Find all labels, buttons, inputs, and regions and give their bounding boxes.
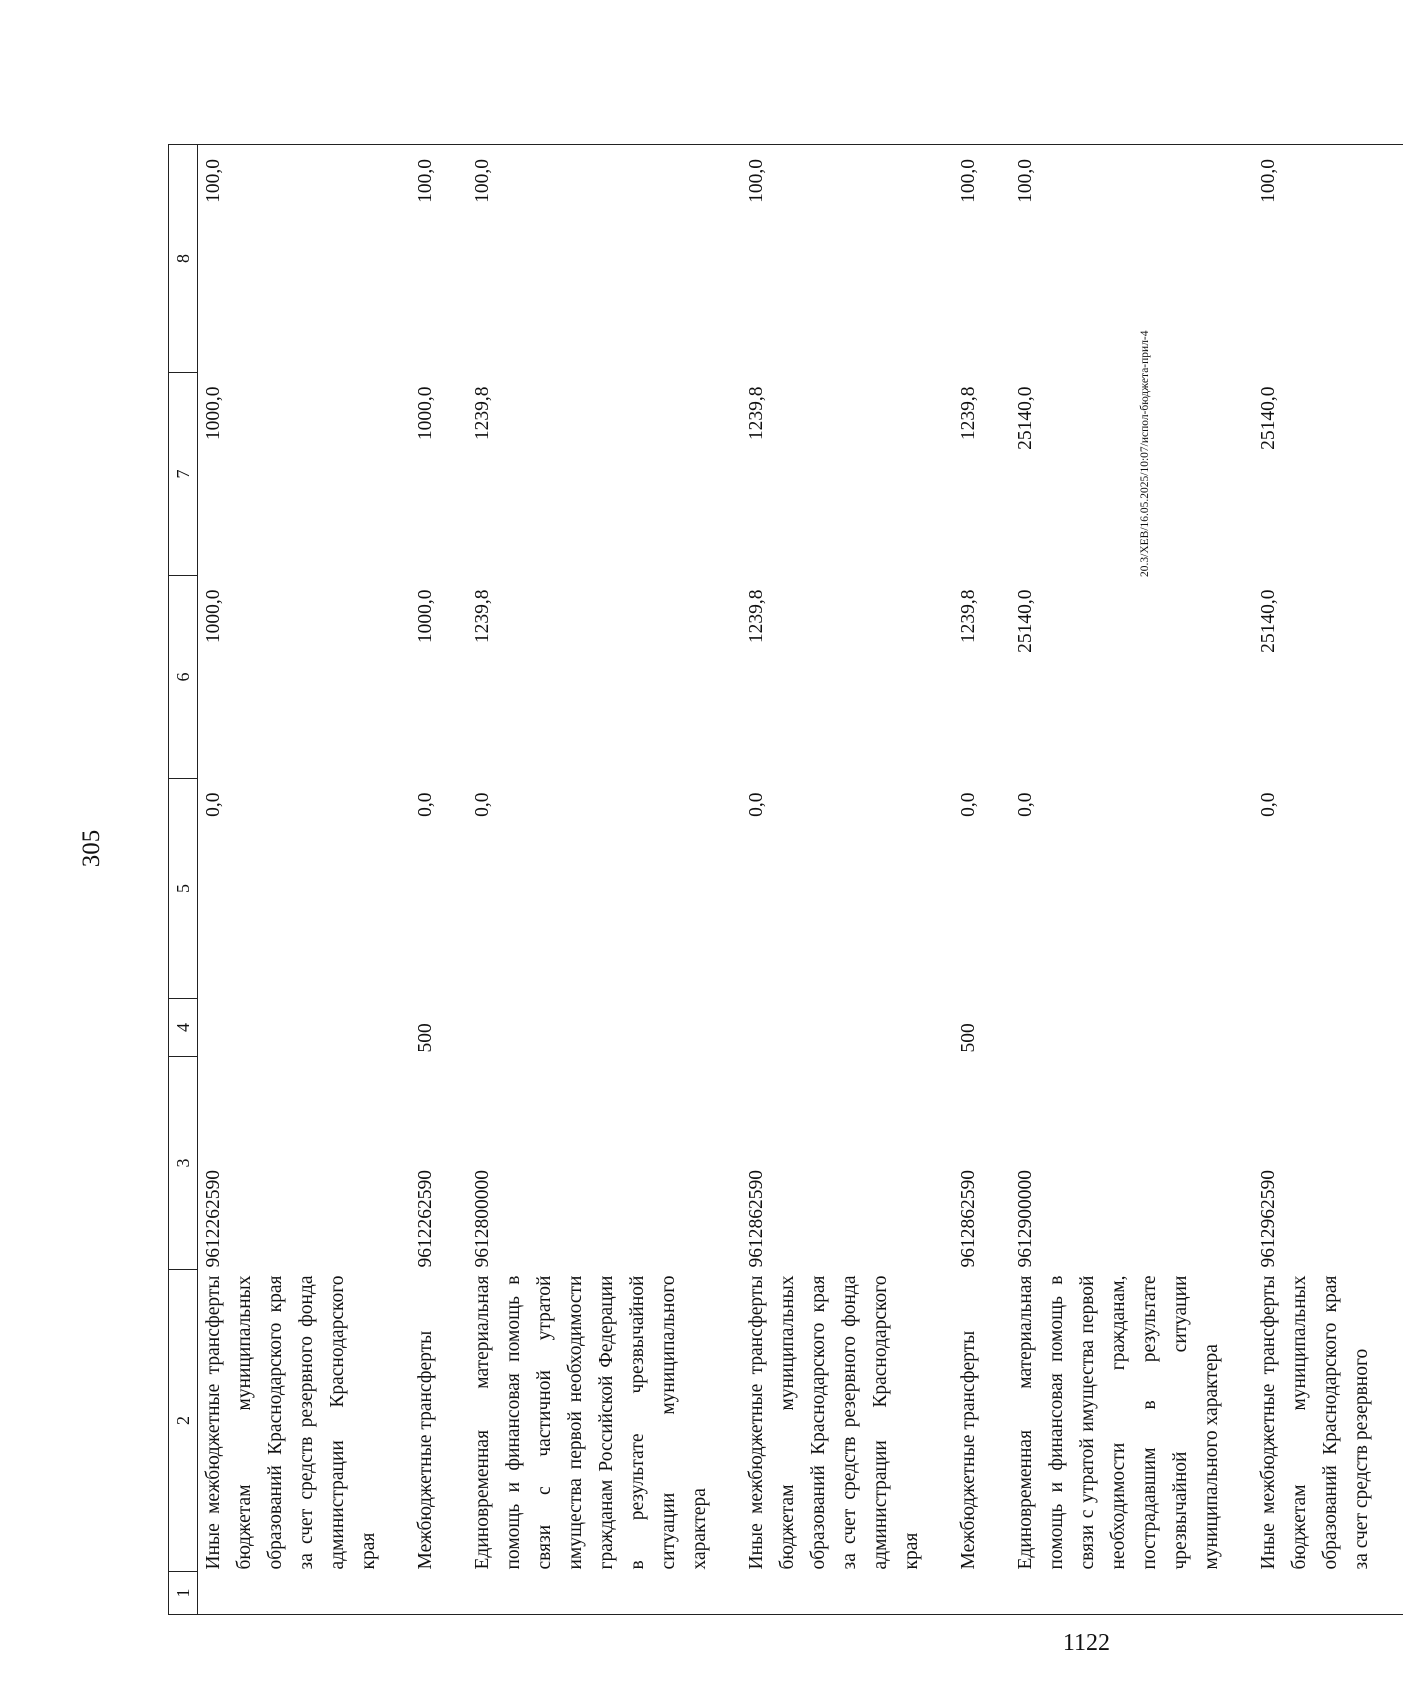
cell-col6: 25140,0 [1258, 589, 1279, 653]
table-row [953, 145, 1010, 1615]
cell-col8: 100,0 [410, 145, 467, 373]
cell-col7: 1000,0 [203, 386, 224, 441]
header-col-4: 4 [169, 999, 198, 1057]
header-col-8: 8 [169, 145, 198, 373]
cell-type [467, 999, 741, 1057]
cell-col7: 25140,0 [1258, 386, 1279, 450]
header-col-6: 6 [169, 576, 198, 779]
cell-index [741, 1572, 953, 1615]
cell-col7: 1239,8 [958, 386, 979, 441]
cell-col5: 0,0 [1258, 792, 1279, 817]
cell-col6: 25140,0 [1015, 589, 1036, 653]
table-row [467, 145, 741, 1615]
cell-col5: 0,0 [746, 792, 767, 817]
cell-type [741, 999, 953, 1057]
cell-name: Иные межбюджетные трансферты бюджетам муниципальных образований Краснодарского края за счет средств резервного [1258, 1275, 1372, 1570]
cell-type [1010, 999, 1253, 1057]
budget-table [168, 144, 1403, 1615]
cell-index [198, 1572, 411, 1615]
cell-index [953, 1572, 1010, 1615]
cell-col5: 0,0 [203, 792, 224, 817]
cell-col7: 25140,0 [1015, 386, 1036, 450]
cell-type: 500 [415, 1023, 436, 1053]
cell-code: 9612900000 [1015, 1170, 1036, 1268]
table-row [410, 145, 467, 1615]
cell-code: 9612962590 [1258, 1170, 1279, 1268]
header-col-7: 7 [169, 373, 198, 576]
cell-name: Единовременная материальная помощь и финансовая помощь в связи с утратой имущества первой необходимости гражданам, пострадавшим в результате чрезвычайной ситуации муниципального характера [1015, 1275, 1222, 1570]
cell-col8: 100,0 [198, 145, 411, 373]
cell-col5: 0,0 [1015, 792, 1036, 817]
table-header [169, 145, 198, 1615]
cell-col6: 1239,8 [958, 589, 979, 644]
cell-col6: 1000,0 [415, 589, 436, 644]
cell-index [1010, 1572, 1253, 1615]
cell-col5: 0,0 [415, 792, 436, 817]
cell-code: 9612800000 [472, 1170, 493, 1268]
cell-col7: 1239,8 [472, 386, 493, 441]
cell-code: 9612862590 [958, 1170, 979, 1268]
page-number: 305 [78, 829, 105, 868]
table-row [741, 145, 953, 1615]
cell-index [467, 1572, 741, 1615]
cell-type [1253, 999, 1403, 1057]
cell-col8: 100,0 [1010, 145, 1253, 373]
table-row [1010, 145, 1253, 1615]
header-col-2: 2 [169, 1270, 198, 1572]
cell-col6: 1239,8 [746, 589, 767, 644]
cell-col8: 100,0 [953, 145, 1010, 373]
cell-col7: 1000,0 [415, 386, 436, 441]
header-row [169, 145, 198, 1615]
header-col-1: 1 [169, 1572, 198, 1615]
cell-col8: 100,0 [1253, 145, 1403, 373]
cell-col8: 100,0 [741, 145, 953, 373]
cell-index [410, 1572, 467, 1615]
cell-col5: 0,0 [472, 792, 493, 817]
cell-col8: 100,0 [467, 145, 741, 373]
table-row [198, 145, 411, 1615]
cell-col5: 0,0 [958, 792, 979, 817]
header-col-3: 3 [169, 1057, 198, 1270]
cell-col6: 1239,8 [472, 589, 493, 644]
cell-name: Межбюджетные трансферты [958, 1330, 979, 1570]
table-row [1253, 145, 1403, 1615]
sheet-number: 1122 [1062, 1630, 1110, 1656]
table-body [198, 145, 1403, 1615]
cell-type [198, 999, 411, 1057]
cell-col6: 1000,0 [203, 589, 224, 644]
cell-code: 9612262590 [203, 1170, 224, 1268]
cell-name: Единовременная материальная помощь и финансовая помощь в связи с частичной утратой имущества первой необходимости гражданам Российской Федерации в результате чрезвычайной ситуации муниципального характера [472, 1275, 710, 1570]
cell-col7: 1239,8 [746, 386, 767, 441]
cell-code: 9612862590 [746, 1170, 767, 1268]
cell-name: Межбюджетные трансферты [415, 1330, 436, 1570]
cell-type: 500 [958, 1023, 979, 1053]
cell-index [1253, 1572, 1403, 1615]
cell-code: 9612262590 [415, 1170, 436, 1268]
cell-name: Иные межбюджетные трансферты бюджетам муниципальных образований Краснодарского края за счет средств резервного фонда администрации Краснодарского края [746, 1275, 922, 1570]
header-col-5: 5 [169, 779, 198, 999]
cell-name: Иные межбюджетные трансферты бюджетам муниципальных образований Краснодарского края за счет средств резервного фонда администрации Краснодарского края [203, 1275, 379, 1570]
document-stamp: 20.3/ХЕВ/16.05.2025/10:07/испол-бюджета-прил-4 [1139, 330, 1151, 577]
